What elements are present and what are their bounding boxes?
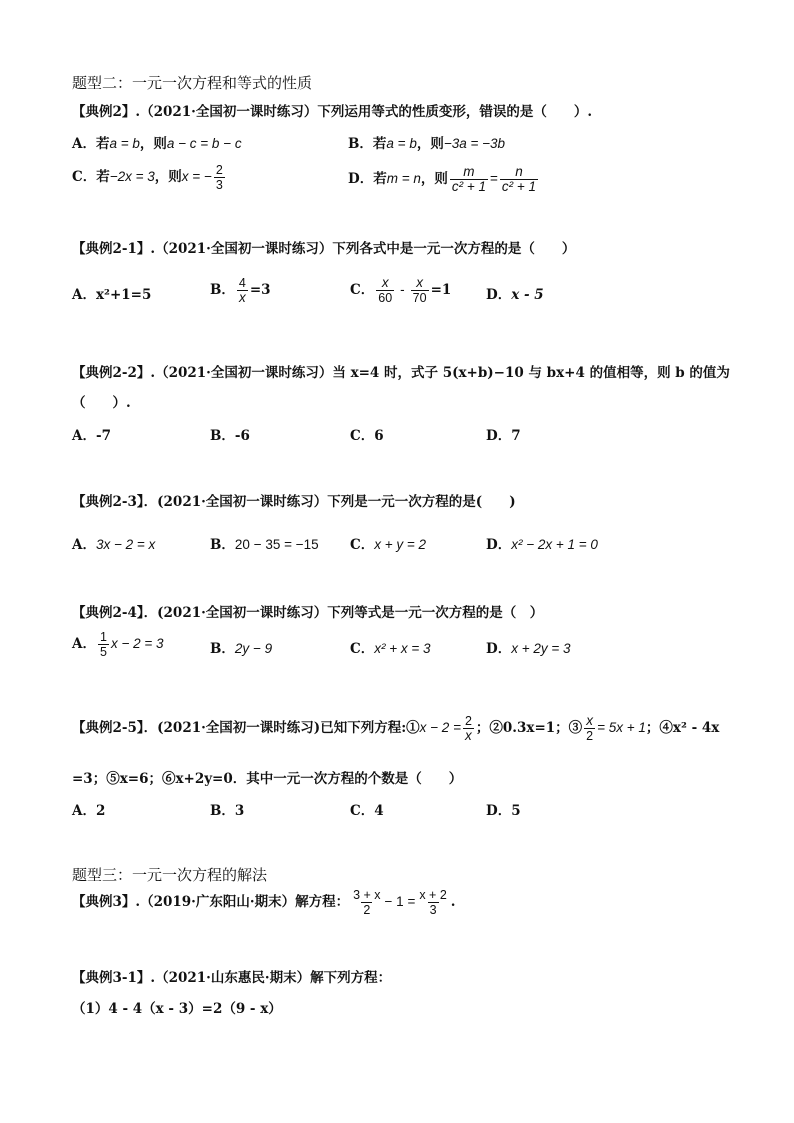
fraction-denominator: 2 xyxy=(586,729,594,743)
option-c xyxy=(350,637,431,657)
math-expr: − 1 = xyxy=(384,894,416,909)
fraction-denominator: 2 xyxy=(363,903,371,917)
math-expr: x² + x = 3 xyxy=(374,641,431,656)
question-tag: 【典例2-4】 xyxy=(72,605,144,621)
option-c: C．6 xyxy=(350,428,384,444)
option-a: A．-7 xyxy=(72,428,111,444)
math-expr: x²+1=5 xyxy=(95,287,152,303)
fraction-numerator: n xyxy=(515,164,523,179)
option-label: A． xyxy=(72,537,96,553)
fraction-numerator: x + 2 xyxy=(419,888,447,902)
option-b: B．-6 xyxy=(210,428,250,444)
fraction-numerator: m xyxy=(463,164,475,179)
fraction-denominator: c² + 1 xyxy=(501,179,537,194)
math-expr: - xyxy=(400,282,405,297)
option-b xyxy=(210,637,272,657)
question-stem: ．(2021·全国初一课时练习）下列等式是一元一次方程的是（ ） xyxy=(143,605,544,621)
question-tag: 【典例2-5】 xyxy=(72,720,144,736)
question-ex3-1 xyxy=(72,966,391,986)
math-expr: x² − 2x + 1 = 0 xyxy=(511,537,598,552)
math-expr: 20 − 35 = −15 xyxy=(234,537,319,552)
question-stem: ；④x² - 4x xyxy=(645,720,720,736)
question-stem: .（2019·广东阳山·期末）解方程： xyxy=(135,894,350,910)
option-label: B． xyxy=(210,282,235,298)
question-tag: 【典例3】 xyxy=(72,894,136,910)
math-expr: x + 2y = 3 xyxy=(511,641,571,656)
question-ex2-5 xyxy=(72,708,719,748)
option-d xyxy=(348,162,540,196)
math-expr: x = − xyxy=(181,169,212,184)
section-title-type3: 题型三：一元一次方程的解法 xyxy=(72,866,268,884)
fraction-denominator: 3 xyxy=(215,178,223,192)
option-label: C．若 xyxy=(72,169,110,185)
fraction xyxy=(214,163,225,192)
option-a xyxy=(72,132,242,152)
option-connector: ，则 xyxy=(420,171,448,187)
option-connector: ，则 xyxy=(139,136,167,152)
fraction-denominator: c² + 1 xyxy=(451,179,486,194)
question-ex2-1 xyxy=(72,237,575,257)
question-stem: .（2021·全国初一课时练习）下列运用等式的性质变形，错误的是（ ）. xyxy=(135,104,593,120)
fraction xyxy=(450,165,488,194)
fraction-denominator: 3 xyxy=(429,903,437,917)
fraction xyxy=(417,888,448,917)
question-ex3 xyxy=(72,882,455,922)
math-expr: =1 xyxy=(430,282,452,298)
question-ex2-3 xyxy=(72,490,516,510)
fraction-denominator: 70 xyxy=(412,291,427,305)
fraction-denominator: 5 xyxy=(99,645,107,659)
question-tag: 【典例2】 xyxy=(72,104,136,120)
fraction xyxy=(351,888,382,917)
question-ex2-2 xyxy=(72,361,730,381)
option-connector: ，则 xyxy=(154,169,182,185)
fraction-numerator: x xyxy=(416,275,423,290)
option-b: B．3 xyxy=(210,803,245,819)
math-expr: −3a = −3b xyxy=(443,136,506,151)
question-stem: .（2021·山东惠民·期末）解下列方程： xyxy=(150,970,392,986)
question-tag: 【典例2-3】 xyxy=(72,494,144,510)
math-expr: x - 5 xyxy=(511,287,544,303)
question-stem: .（2021·全国初一课时练习）下列各式中是一元一次方程的是（ ） xyxy=(150,241,576,257)
fraction xyxy=(411,276,429,305)
question-stem: ．(2021·全国初一课时练习）下列是一元一次方程的是( ) xyxy=(143,494,516,510)
fraction xyxy=(237,276,248,305)
math-expr: x − 2 = 3 xyxy=(110,636,164,651)
fraction xyxy=(98,630,109,659)
fraction xyxy=(376,276,394,305)
fraction xyxy=(584,714,595,743)
question-tag: 【典例2-1】 xyxy=(72,241,151,257)
section-title-type2: 题型二：一元一次方程和等式的性质 xyxy=(72,74,313,92)
fraction xyxy=(500,165,538,194)
question-stem: . xyxy=(450,894,456,910)
option-a xyxy=(72,533,155,553)
fraction-denominator: x xyxy=(239,290,246,305)
option-label: A． xyxy=(72,287,96,303)
math-expr: =3 xyxy=(249,282,271,298)
option-label: D． xyxy=(486,537,512,553)
math-expr: x + y = 2 xyxy=(374,537,427,552)
option-b xyxy=(210,270,271,310)
subquestion-1: （1）4 - 4（x - 3）=2（9 - x） xyxy=(72,1001,282,1017)
option-a xyxy=(72,624,163,664)
option-b xyxy=(210,533,319,553)
option-d xyxy=(486,637,571,657)
math-expr: −2x = 3 xyxy=(109,169,155,184)
math-expr: 3x − 2 = x xyxy=(95,537,156,552)
option-c xyxy=(350,533,426,553)
option-c: C．4 xyxy=(350,803,384,819)
option-d: D．5 xyxy=(486,803,521,819)
fraction-numerator: 2 xyxy=(464,714,472,728)
question-stem: ；②0.3x=1；③ xyxy=(475,720,583,736)
fraction-denominator: 60 xyxy=(378,291,393,305)
math-expr: x − 2 = xyxy=(419,720,461,735)
question-tag: 【典例2-2】 xyxy=(72,365,151,381)
option-label: C． xyxy=(350,641,375,657)
option-d xyxy=(486,283,544,303)
option-b xyxy=(348,132,505,152)
option-connector: ，则 xyxy=(416,136,444,152)
math-expr: a − c = b − c xyxy=(166,136,242,151)
question-stem: .（2021·全国初一课时练习）当 x=4 时，式子 5(x+b)−10 与 bx+4 的值相等，则 b 的值为 xyxy=(150,365,730,381)
option-label: C． xyxy=(350,282,375,298)
option-label: A．若 xyxy=(72,136,110,152)
fraction-denominator: x xyxy=(465,728,472,743)
fraction-numerator: 2 xyxy=(215,163,223,177)
math-expr: = xyxy=(490,171,498,186)
option-label: C． xyxy=(350,537,375,553)
option-label: D．若 xyxy=(348,171,387,187)
option-c xyxy=(72,160,227,194)
question-stem: ．(2021·全国初一课时练习)已知下列方程:① xyxy=(143,720,420,736)
fraction-numerator: x xyxy=(586,713,593,728)
option-d xyxy=(486,533,598,553)
question-ex2-5-line2: =3；⑤x=6；⑥x+2y=0．其中一元一次方程的个数是（ ） xyxy=(72,771,463,787)
option-label: D． xyxy=(486,641,512,657)
math-expr: a = b xyxy=(109,136,140,151)
option-label: D． xyxy=(486,287,512,303)
fraction-numerator: 4 xyxy=(238,276,246,290)
fraction xyxy=(463,714,474,743)
option-label: B． xyxy=(210,641,235,657)
fraction-numerator: 1 xyxy=(99,630,107,644)
math-expr: = 5x + 1 xyxy=(597,720,646,735)
math-expr: 2y − 9 xyxy=(234,641,273,656)
question-tag: 【典例3-1】 xyxy=(72,970,151,986)
option-c xyxy=(350,270,451,310)
option-label: A． xyxy=(72,636,96,652)
question-ex2 xyxy=(72,100,592,120)
math-expr: m = n xyxy=(386,171,421,186)
option-a xyxy=(72,283,151,303)
option-label: B．若 xyxy=(348,136,387,152)
fraction-numerator: 3 + x xyxy=(353,888,381,902)
fraction-numerator: x xyxy=(381,275,389,290)
option-label: B． xyxy=(210,537,235,553)
question-ex2-2-line2: （ ）. xyxy=(72,395,131,411)
option-a: A．2 xyxy=(72,803,106,819)
option-d: D．7 xyxy=(486,428,521,444)
question-ex2-4 xyxy=(72,601,543,621)
math-expr: a = b xyxy=(386,136,417,151)
